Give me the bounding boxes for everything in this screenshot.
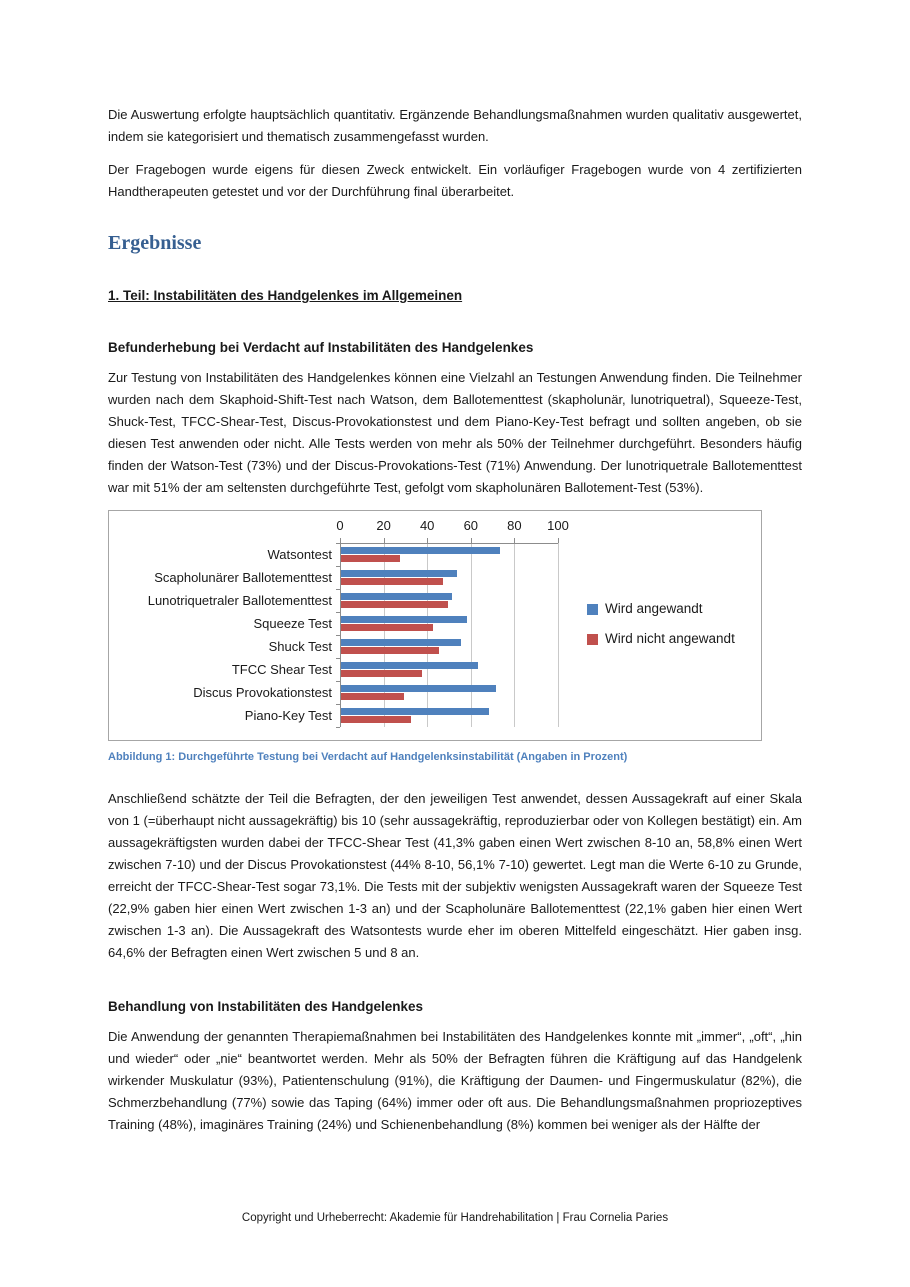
bar-not-applied xyxy=(341,578,443,585)
chart-legend xyxy=(587,601,735,661)
paragraph-aussagekraft: Anschließend schätzte der Teil die Befragten, der den jeweiligen Test anwendet, dessen Aussagekraft auf einer Skala von 1 (=überhaupt nicht aussagekräftig) bis 10 (sehr aussagekräftig, reproduzierbar oder von Kollegen bestätigt) ein. Am aussagekräftigsten wurden dabei der TFCC-Shear Test (41,3% gaben einen Wert zwischen 8-10 an, 58,8% einen Wert zwischen 7-10) und der Discus Provokationstest (44% 8-10, 56,1% 7-10) gewertet. Legt man die Werte 6-10 zu Grunde, erreicht der TFCC-Shear-Test sogar 73,1%. Die Tests mit der subjektiv wenigsten Aussagekraft waren der Squeeze Test (22,9% gaben hier einen Wert zwischen 1-3 an) und der Scapholunäre Ballotementtest (22,1% gaben hier einen Wert zwischen 1-3 an). Die Aussagekraft des Watsontests wurde eher im oberen Mittelfeld eingeschätzt. Hier gaben insg. 64,6% der Befragten einen Wert zwischen 5 und 8 an. xyxy=(108,791,802,960)
chart-category-label: Squeeze Test xyxy=(253,616,332,631)
bar-applied xyxy=(341,616,467,623)
bar-not-applied xyxy=(341,624,433,631)
x-axis-line xyxy=(340,543,558,544)
heading-teil-1: 1. Teil: Instabilitäten des Handgelenkes im Allgemeinen xyxy=(108,288,463,303)
category-tick-mark xyxy=(336,658,340,659)
heading-befunderhebung: Befunderhebung bei Verdacht auf Instabilitäten des Handgelenkes xyxy=(108,340,534,355)
chart-category-label: Lunotriquetraler Ballotementtest xyxy=(147,593,332,608)
category-tick-mark xyxy=(336,612,340,613)
legend-label: Wird nicht angewandt xyxy=(605,631,735,646)
page-footer: Copyright und Urheberrecht: Akademie für Handrehabilitation | Frau Cornelia Paries xyxy=(241,1212,669,1224)
bar-applied xyxy=(341,570,457,577)
bar-chart xyxy=(108,510,762,741)
legend-swatch-blue xyxy=(587,604,598,615)
gridline xyxy=(558,543,559,727)
gridline xyxy=(514,543,515,727)
paragraph-fragebogen: Der Fragebogen wurde eigens für diesen Zweck entwickelt. Ein vorläufiger Fragebogen wurde von 4 zertifizierten Handtherapeuten getestet und vor der Durchführung final überarbeitet. xyxy=(108,162,802,199)
chart-category-label: Discus Provokationstest xyxy=(193,685,332,700)
bar-applied xyxy=(341,639,461,646)
legend-item-wird-angewandt xyxy=(587,601,735,617)
chart-category-label: Piano-Key Test xyxy=(244,708,332,723)
x-tick-label: 20 xyxy=(376,518,391,533)
bar-applied xyxy=(341,685,496,692)
x-tick-label: 40 xyxy=(419,518,435,533)
category-tick-mark xyxy=(336,727,340,728)
legend-swatch-red xyxy=(587,634,598,645)
bar-applied xyxy=(341,547,500,554)
x-tick-label: 100 xyxy=(547,518,569,533)
bar-not-applied xyxy=(341,647,439,654)
category-tick-mark xyxy=(336,635,340,636)
bar-not-applied xyxy=(341,601,448,608)
chart-category-label: TFCC Shear Test xyxy=(231,662,332,677)
category-tick-mark xyxy=(336,704,340,705)
heading-behandlung: Behandlung von Instabilitäten des Handgelenkes xyxy=(108,999,424,1014)
figure-1 xyxy=(108,510,802,764)
paragraph-auswertung: Die Auswertung erfolgte hauptsächlich quantitativ. Ergänzende Behandlungsmaßnahmen wurden qualitativ ausgewertet, indem sie kategorisiert und thematisch zusammengefasst wurden. xyxy=(108,107,802,144)
x-tick-label: 60 xyxy=(463,518,479,533)
gridline xyxy=(471,543,472,727)
paragraph-behandlung: Die Anwendung der genannten Therapiemaßnahmen bei Instabilitäten des Handgelenkes konnte mit „immer“, „oft“, „hin und wieder“ oder „nie“ beantwortet werden. Mehr als 50% der Befragten führen die Kräftigung auf das Handgelenk wirkender Muskulatur (93%), Patientenschulung (91%), die Kräftigung der Daumen- und Fingermuskulatur (82%), die Schmerzbehandlung (77%) sowie das Taping (64%) immer oder oft aus. Die Behandlungsmaßnahmen propriozeptives Training (48%), imaginäres Training (24%) und Schienenbehandlung (8%) kommen bei weniger als der Hälfte der xyxy=(108,1029,802,1132)
figure-caption: Abbildung 1: Durchgeführte Testung bei Verdacht auf Handgelenksinstabilität (Angaben in Prozent) xyxy=(108,751,628,763)
category-tick-mark xyxy=(336,543,340,544)
bar-applied xyxy=(341,708,489,715)
bar-not-applied xyxy=(341,716,411,723)
legend-label: Wird angewandt xyxy=(605,601,703,616)
bar-applied xyxy=(341,662,478,669)
chart-category-label: Shuck Test xyxy=(268,639,332,654)
heading-ergebnisse: Ergebnisse xyxy=(108,232,202,254)
bar-applied xyxy=(341,593,452,600)
chart-category-label: Watsontest xyxy=(267,547,332,562)
bar-not-applied xyxy=(341,555,400,562)
bar-not-applied xyxy=(341,693,404,700)
category-tick-mark xyxy=(336,566,340,567)
paragraph-testung: Zur Testung von Instabilitäten des Handgelenkes können eine Vielzahl an Testungen Anwendung finden. Die Teilnehmer wurden nach dem Skaphoid-Shift-Test nach Watson, dem Ballotementtest (skapholunär, lunotriquetral), Squeeze-Test, Shuck-Test, TFCC-Shear-Test, Discus-Provokationstest und dem Piano-Key-Test befragt und sollten angeben, ob sie diesen Test anwenden oder nicht. Alle Tests werden von mehr als 50% der Teilnehmer durchgeführt. Besonders häufig finden der Watson-Test (73%) und der Discus-Provokations-Test (71%) Anwendung. Der lunotriquetrale Ballotementtest war mit 51% der am seltensten durchgeführte Test, gefolgt vom skapholunären Ballotement-Test (53%). xyxy=(108,370,802,495)
x-tick-label: 0 xyxy=(336,518,344,533)
chart-category-label: Scapholunärer Ballotementtest xyxy=(154,570,332,585)
x-tick-label: 80 xyxy=(507,518,522,533)
category-tick-mark xyxy=(336,681,340,682)
legend-item-wird-nicht-angewandt xyxy=(587,631,735,647)
category-tick-mark xyxy=(336,589,340,590)
axis-tick-mark xyxy=(558,538,559,543)
bar-not-applied xyxy=(341,670,422,677)
